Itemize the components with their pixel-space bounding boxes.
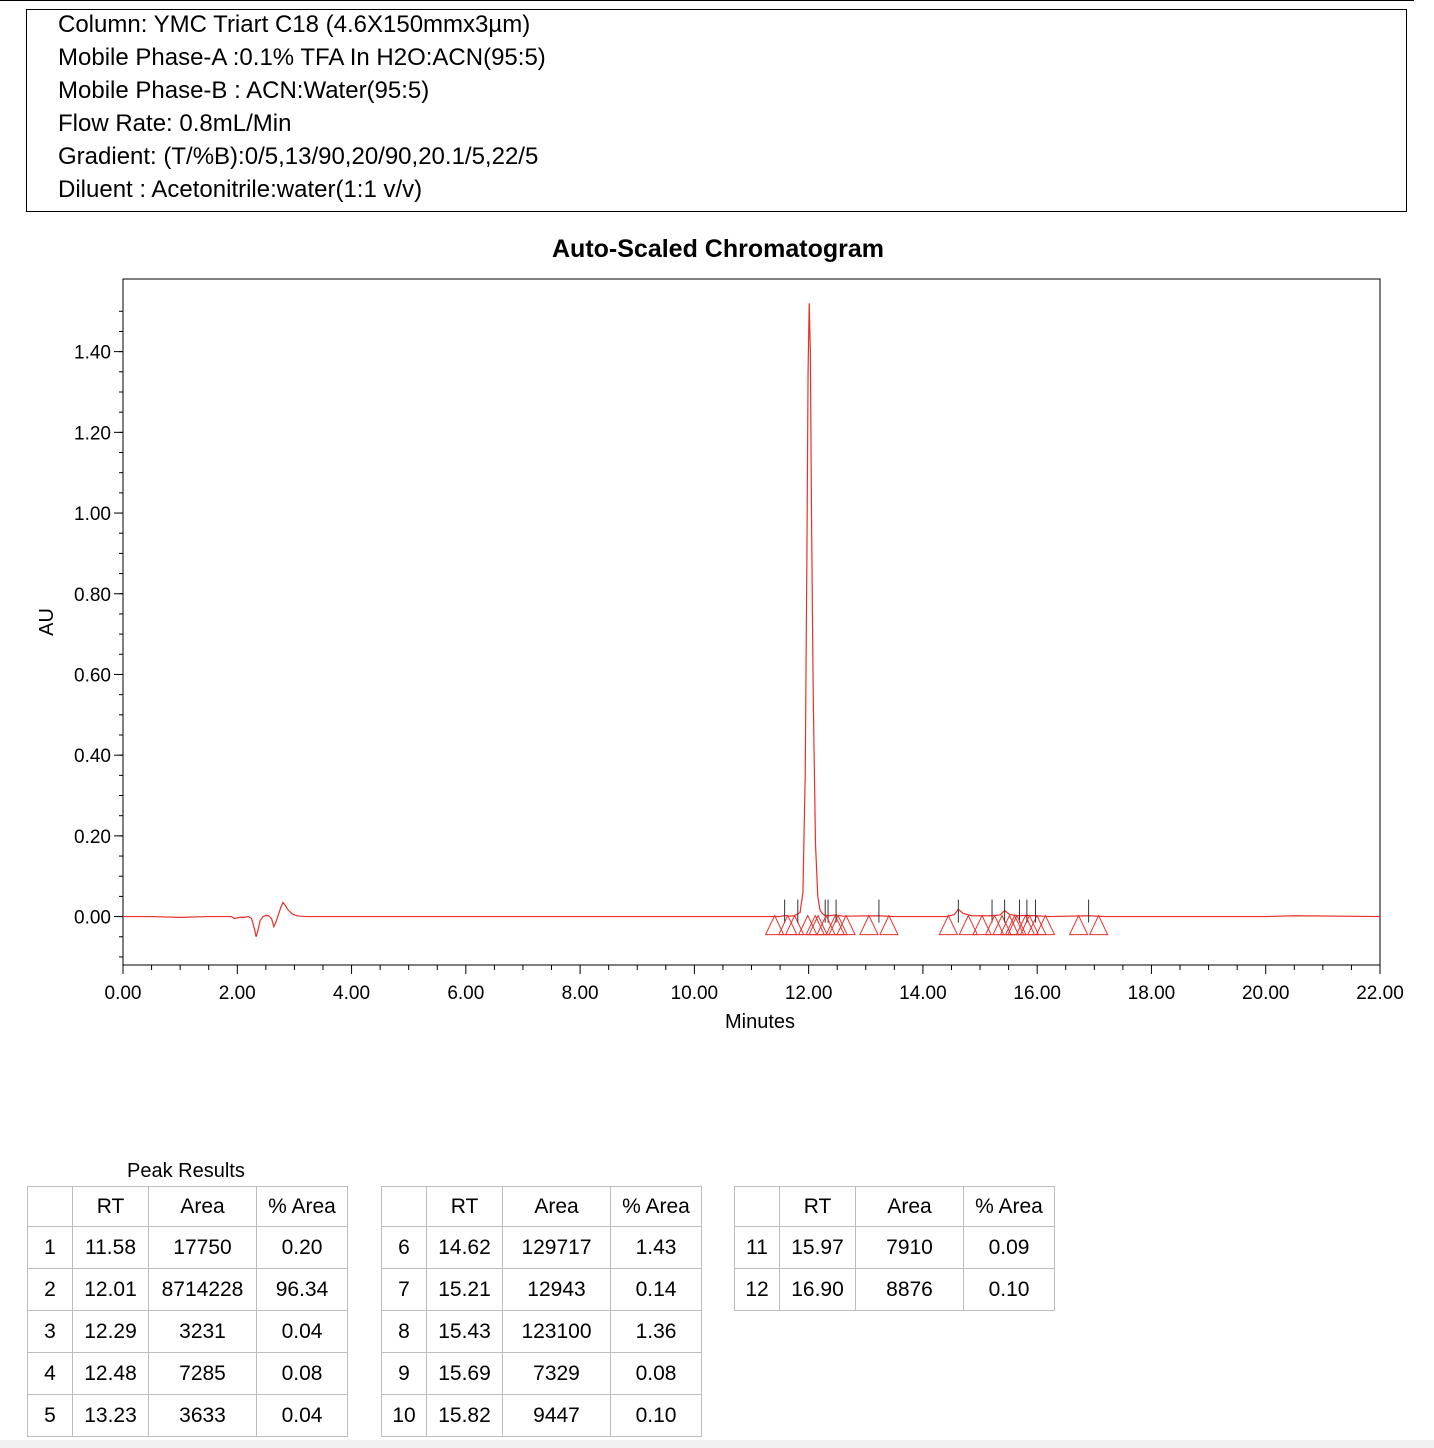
column-header: % Area — [964, 1187, 1055, 1227]
peak-number-cell: 8 — [382, 1311, 427, 1353]
y-tick-label: 0.60 — [74, 665, 111, 687]
table-row — [382, 1269, 702, 1311]
method-diluent: Diluent : Acetonitrile:water(1:1 v/v) — [58, 176, 423, 203]
peak-boundary-marker — [766, 916, 784, 935]
percent-area-cell: 0.10 — [964, 1269, 1055, 1311]
rt-cell: 15.69 — [427, 1353, 503, 1395]
peak-number-cell: 6 — [382, 1227, 427, 1269]
percent-area-cell: 0.08 — [611, 1353, 702, 1395]
rt-cell: 12.29 — [73, 1311, 149, 1353]
column-header: RT — [427, 1187, 503, 1227]
y-tick-label: 0.20 — [74, 826, 111, 848]
table-header-row — [382, 1187, 702, 1227]
table-row — [735, 1227, 1055, 1269]
x-tick-label: 0.00 — [104, 983, 142, 1004]
column-header: Area — [503, 1187, 611, 1227]
table-header-row — [735, 1187, 1055, 1227]
area-cell: 9447 — [503, 1395, 611, 1437]
percent-area-cell: 0.08 — [257, 1353, 348, 1395]
peak-boundary-marker — [939, 916, 957, 935]
table-row — [28, 1353, 348, 1395]
y-tick-label: 1.00 — [74, 504, 111, 526]
percent-area-cell: 0.20 — [257, 1227, 348, 1269]
method-mobile-phase-a: Mobile Phase-A :0.1% TFA In H2O:ACN(95:5) — [58, 44, 546, 71]
x-axis-label: Minutes — [724, 1011, 796, 1033]
peak-number-cell: 7 — [382, 1269, 427, 1311]
y-axis — [74, 311, 123, 957]
method-info-box — [26, 9, 1407, 212]
peak-boundary-marker — [1036, 916, 1054, 935]
y-tick-label: 1.20 — [74, 423, 111, 445]
method-flow-rate: Flow Rate: 0.8mL/Min — [58, 110, 292, 137]
x-tick-label: 16.00 — [1013, 983, 1061, 1004]
table-row — [28, 1311, 348, 1353]
peak-number-cell: 11 — [735, 1227, 780, 1269]
area-cell: 8714228 — [149, 1269, 257, 1311]
y-tick-label: 1.40 — [74, 342, 111, 364]
column-header: RT — [780, 1187, 856, 1227]
column-header: RT — [73, 1187, 149, 1227]
peak-boundary-marker — [786, 916, 804, 935]
area-cell: 7285 — [149, 1353, 257, 1395]
area-cell: 3231 — [149, 1311, 257, 1353]
peak-number-cell: 5 — [28, 1395, 73, 1437]
percent-area-cell: 96.34 — [257, 1269, 348, 1311]
percent-area-cell: 0.04 — [257, 1311, 348, 1353]
rt-cell: 15.43 — [427, 1311, 503, 1353]
peak-number-cell: 12 — [735, 1269, 780, 1311]
peak-boundary-marker — [1090, 916, 1108, 935]
table-row — [382, 1227, 702, 1269]
peak-results-caption: Peak Results — [127, 1160, 245, 1182]
peak-results-table — [27, 1186, 348, 1437]
peak-number-cell: 1 — [28, 1227, 73, 1269]
column-header — [735, 1187, 780, 1227]
x-tick-label: 8.00 — [561, 983, 599, 1004]
peak-boundary-marker — [860, 916, 878, 935]
peak-results-table — [381, 1186, 702, 1437]
x-axis — [105, 965, 1404, 1004]
rt-cell: 12.48 — [73, 1353, 149, 1395]
table-row — [382, 1311, 702, 1353]
area-cell: 8876 — [856, 1269, 964, 1311]
rt-cell: 15.82 — [427, 1395, 503, 1437]
percent-area-cell: 0.10 — [611, 1395, 702, 1437]
rt-cell: 15.21 — [427, 1269, 503, 1311]
peak-boundary-marker — [880, 916, 898, 935]
column-header — [28, 1187, 73, 1227]
rt-cell: 16.90 — [780, 1269, 856, 1311]
rt-cell: 15.97 — [780, 1227, 856, 1269]
x-tick-label: 12.00 — [784, 983, 833, 1004]
percent-area-cell: 0.04 — [257, 1395, 348, 1437]
y-tick-label: 0.00 — [74, 907, 111, 929]
table-row — [382, 1395, 702, 1437]
chromatogram-chart — [0, 225, 1434, 1045]
x-tick-label: 10.00 — [670, 983, 719, 1004]
area-cell: 123100 — [503, 1311, 611, 1353]
peak-boundary-marker — [779, 916, 797, 935]
x-tick-label: 14.00 — [899, 983, 947, 1004]
method-mobile-phase-b: Mobile Phase-B : ACN:Water(95:5) — [58, 77, 430, 104]
x-tick-label: 2.00 — [218, 983, 256, 1004]
peak-number-cell: 9 — [382, 1353, 427, 1395]
rt-cell: 14.62 — [427, 1227, 503, 1269]
area-cell: 12943 — [503, 1269, 611, 1311]
column-header: Area — [149, 1187, 257, 1227]
percent-area-cell: 1.43 — [611, 1227, 702, 1269]
method-gradient: Gradient: (T/%B):0/5,13/90,20/90,20.1/5,22/5 — [58, 143, 539, 170]
area-cell: 129717 — [503, 1227, 611, 1269]
column-header: % Area — [257, 1187, 348, 1227]
percent-area-cell: 0.09 — [964, 1227, 1055, 1269]
table-row — [28, 1227, 348, 1269]
y-tick-label: 0.40 — [74, 746, 111, 768]
peak-boundary-marker — [1070, 916, 1088, 935]
rt-cell: 13.23 — [73, 1395, 149, 1437]
bottom-strip — [0, 1440, 1434, 1448]
area-cell: 7910 — [856, 1227, 964, 1269]
x-tick-label: 4.00 — [333, 983, 371, 1004]
x-tick-label: 22.00 — [1356, 983, 1404, 1004]
plot-frame — [123, 279, 1380, 965]
trace-layer — [123, 303, 1380, 937]
chart-title: Auto-Scaled Chromatogram — [552, 235, 884, 263]
chromatogram-trace — [123, 303, 1380, 937]
area-cell: 17750 — [149, 1227, 257, 1269]
method-column: Column: YMC Triart C18 (4.6X150mmx3µm) — [58, 11, 531, 38]
percent-area-cell: 0.14 — [611, 1269, 702, 1311]
table-row — [735, 1269, 1055, 1311]
peak-number-cell: 10 — [382, 1395, 427, 1437]
peak-results-table — [734, 1186, 1055, 1311]
peak-number-cell: 3 — [28, 1311, 73, 1353]
rt-cell: 12.01 — [73, 1269, 149, 1311]
table-row — [28, 1269, 348, 1311]
peak-number-cell: 2 — [28, 1269, 73, 1311]
table-row — [28, 1395, 348, 1437]
x-tick-label: 18.00 — [1127, 983, 1176, 1004]
table-row — [382, 1353, 702, 1395]
y-axis-label: AU — [36, 608, 58, 636]
page-top-rule — [0, 0, 1414, 1]
y-tick-label: 0.80 — [74, 584, 111, 606]
column-header — [382, 1187, 427, 1227]
x-tick-label: 6.00 — [447, 983, 485, 1004]
column-header: Area — [856, 1187, 964, 1227]
x-tick-label: 20.00 — [1241, 983, 1290, 1004]
column-header: % Area — [611, 1187, 702, 1227]
table-header-row — [28, 1187, 348, 1227]
area-cell: 3633 — [149, 1395, 257, 1437]
rt-cell: 11.58 — [73, 1227, 149, 1269]
area-cell: 7329 — [503, 1353, 611, 1395]
peak-number-cell: 4 — [28, 1353, 73, 1395]
percent-area-cell: 1.36 — [611, 1311, 702, 1353]
